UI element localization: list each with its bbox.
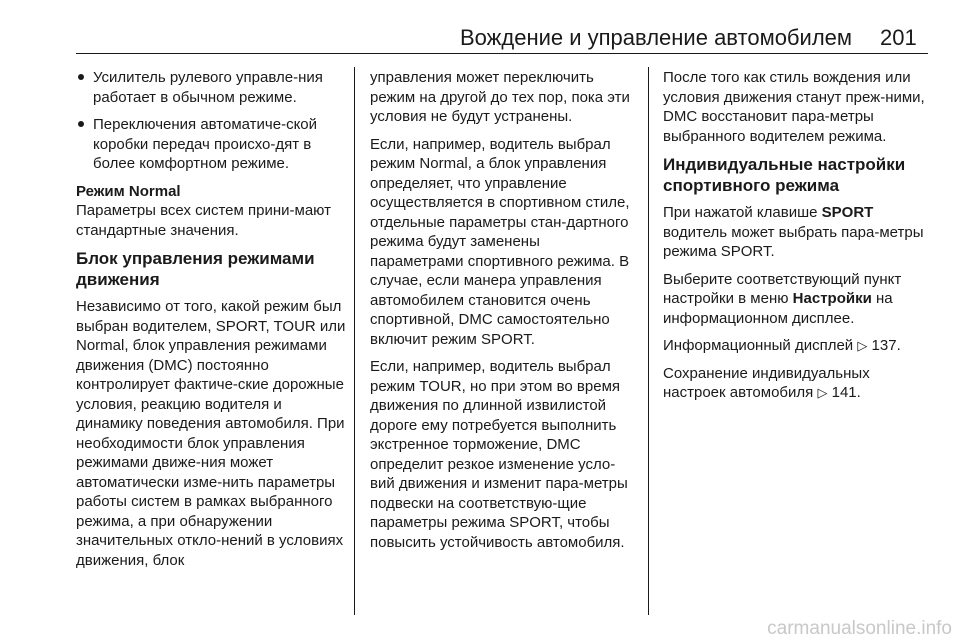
column-1 (76, 68, 348, 578)
paragraph: Независимо от того, какой режим был выбран водителем, SPORT, TOUR или Normal, блок управления режимами движения (DMC) постоянно контролирует фактиче-ские дорожные условия, реакцию водителя и динамику поведения автомобиля. При необходимости блок управления режимами движе-ния может автоматически изме-нить параметры работы систем в рамках выбранного режима, а при обнаружении значительных откло-нений в условиях движения, блок (76, 298, 346, 569)
paragraph: управления может переключить режим на другой до тех пор, пока эти условия не будут устранены. (370, 69, 630, 125)
text-span: Сохранение индивидуальных настроек автомобиля (663, 364, 870, 401)
text-span: При нажатой клавише (663, 204, 822, 221)
triangle-right-icon: ▷ (857, 338, 868, 353)
text-span: Выберите соответствующий пункт настройки в меню (663, 270, 902, 307)
normal-mode-title: Режим Normal (76, 182, 181, 200)
list-item: Переключения автоматиче-ской коробки передач происхо-дят в более комфортном режиме. (76, 115, 348, 174)
paragraph: Если, например, водитель выбрал режим TOUR, но при этом во время движения по длинной извилистой дороге ему потребуется выполнить экстренное торможение, DMC определит резкое изменение усло-вий движения и изменит пара-метры подвески на соответствую-щие параметры режима SPORT, чтобы повысить устойчивость автомобиля. (370, 358, 628, 551)
paragraph (663, 203, 931, 262)
page-ref: 141 (831, 384, 857, 401)
text-span: на информационном дисплее. (663, 290, 893, 327)
section-heading-dmc: Блок управления режимами движения (76, 249, 315, 289)
watermark: carmanualsonline.info (767, 618, 952, 639)
column-3 (663, 68, 931, 411)
sport-key-label: SPORT (821, 204, 874, 221)
paragraph: После того как стиль вождения или условия движения станут преж-ними, DMC восстановит пара-метры выбранного водителем режима. (663, 69, 925, 145)
header-rule (76, 53, 928, 54)
list-item: Усилитель рулевого управле-ния работает в обычном режиме. (76, 68, 348, 107)
cross-reference: Сохранение индивидуальных настроек автомобиля ▷ 141. (663, 364, 870, 401)
page-number: 201 (880, 25, 917, 50)
triangle-right-icon: ▷ (817, 385, 828, 400)
column-divider-1 (354, 67, 355, 615)
column-divider-2 (648, 67, 649, 615)
paragraph: Если, например, водитель выбрал режим Normal, а блок управления определяет, что управление осуществляется в спортивном стиле, отдельные параметры стан-дартного режима будут заменены параметрами спортивного режима. В случае, если манера управления автомобилем становится очень спортивной, DMC самостоятельно включит режим SPORT. (370, 135, 630, 348)
page-ref: 137 (871, 337, 897, 354)
paragraph (663, 270, 931, 329)
page-title: Вождение и управление автомобилем (460, 25, 853, 50)
bullet-list (76, 68, 348, 174)
settings-menu-label: Настройки (792, 290, 872, 307)
section-heading-sport-settings: Индивидуальные настройки спортивного режима (663, 155, 906, 195)
cross-reference: Информационный дисплей ▷ 137. (663, 337, 901, 354)
text-span: Информационный дисплей (663, 337, 858, 354)
column-2 (370, 68, 633, 560)
normal-mode-text: Параметры всех систем прини-мают стандартные значения. (76, 202, 331, 239)
text-span: водитель может выбрать пара-метры режима SPORT. (663, 223, 924, 260)
page-header (0, 0, 960, 54)
